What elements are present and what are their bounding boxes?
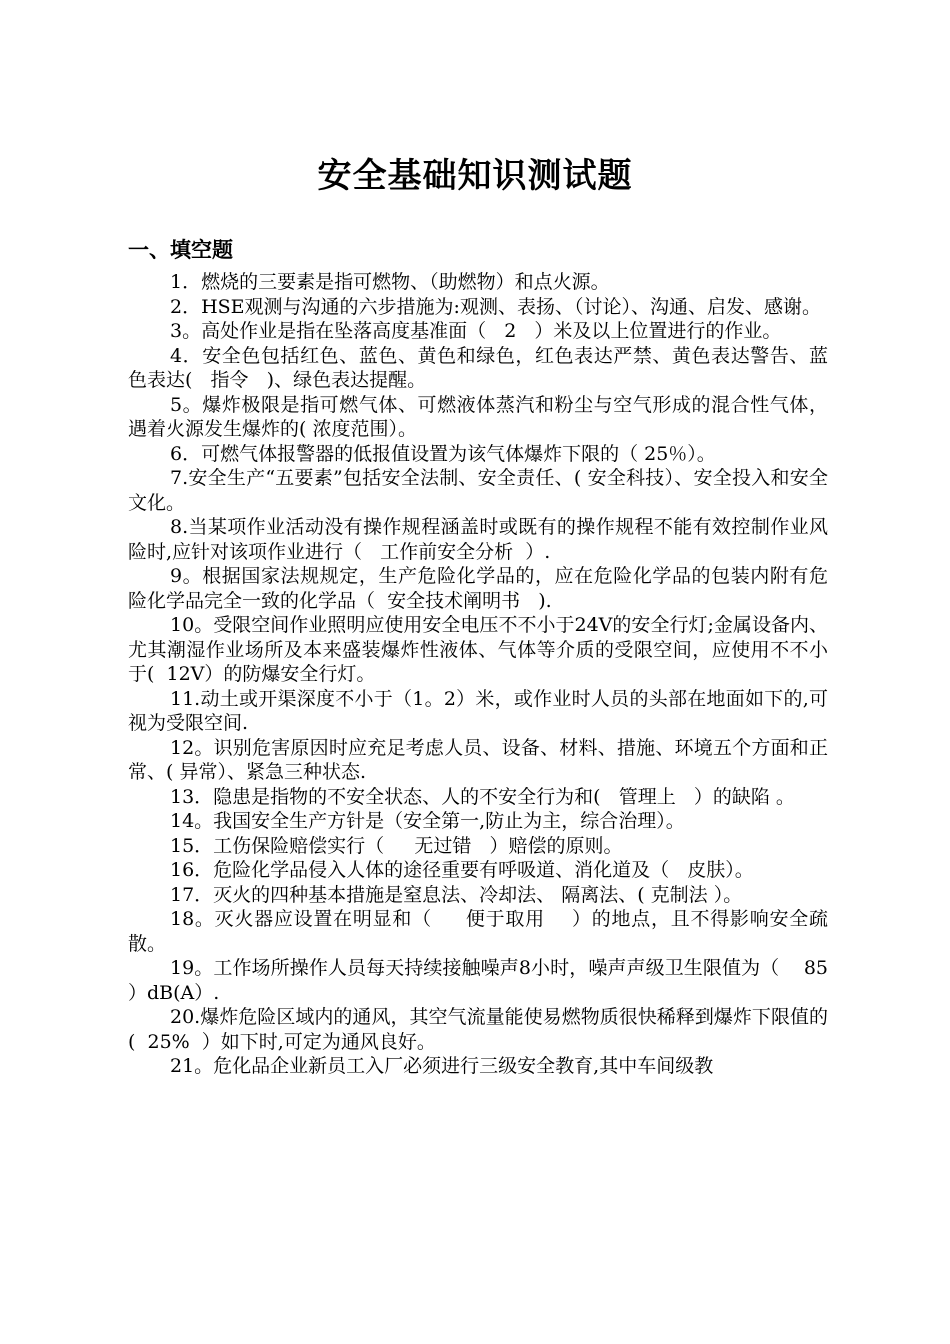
question-item: 16．危险化学品侵入人体的途径重要有呼吸道、消化道及（ 皮肤）。 xyxy=(170,859,754,881)
question-item: 18。灭火器应设置在明显和（ 便于取用 ）的地点，且不得影响安全疏散。 xyxy=(128,908,828,955)
question-item: 2．HSE观测与沟通的六步措施为:观测、表扬、（讨论）、沟通、启发、感谢。 xyxy=(170,295,821,318)
section-heading: 一、填空题 xyxy=(128,238,233,262)
question-item: 15．工伤保险赔偿实行（ 无过错 ）赔偿的原则。 xyxy=(170,834,623,857)
question-list xyxy=(128,270,853,1079)
question-item: 3。高处作业是指在坠落高度基准面（ 2 ）米及以上位置进行的作业。 xyxy=(170,320,782,342)
question-item: 14。我国安全生产方针是（安全第一,防止为主，综合治理）。 xyxy=(170,810,685,832)
question-item: 6．可燃气体报警器的低报值设置为该气体爆炸下限的（ 25％）。 xyxy=(170,442,716,465)
question-item: 1．燃烧的三要素是指可燃物、（助燃物）和点火源。 xyxy=(170,271,610,293)
page-title: 安全基础知识测试题 xyxy=(317,156,633,196)
question-item: 13．隐患是指物的不安全状态、人的不安全行为和( 管理上 ）的缺陷 。 xyxy=(170,785,795,808)
question-item: 4．安全色包括红色、蓝色、黄色和绿色，红色表达严禁、黄色表达警告、蓝色表达( 指令 )、绿色表达提醒。 xyxy=(128,344,828,391)
question-item: 8.当某项作业活动没有操作规程涵盖时或既有的操作规程不能有效控制作业风险时,应针对该项作业进行（ 工作前安全分析 ）. xyxy=(128,516,828,563)
question-item: 12。识别危害原因时应充足考虑人员、设备、材料、措施、环境五个方面和正常、( 异常）、紧急三种状态. xyxy=(128,736,828,783)
question-item: 7.安全生产“五要素”包括安全法制、安全责任、( 安全科技）、安全投入和安全文化。 xyxy=(128,467,828,514)
question-item: 17．灭火的四种基本措施是窒息法、冷却法、 隔离法、( 克制法 ）。 xyxy=(170,883,743,906)
question-item: 20.爆炸危险区域内的通风，其空气流量能使易燃物质很快稀释到爆炸下限值的( 25% ）如下时,可定为通风良好。 xyxy=(128,1006,828,1053)
question-item: 9。根据国家法规规定，生产危险化学品的，应在危险化学品的包装内附有危险化学品完全一致的化学品（ 安全技术阐明书 ). xyxy=(128,565,828,612)
question-item: 19。工作场所操作人员每天持续接触噪声8小时，噪声声级卫生限值为（ 85 ）dB(A）. xyxy=(128,957,853,1004)
question-item: 21。危化品企业新员工入厂必须进行三级安全教育,其中车间级教 xyxy=(170,1055,714,1077)
question-item: 5。爆炸极限是指可燃气体、可燃液体蒸汽和粉尘与空气形成的混合性气体，遇着火源发生爆炸的( 浓度范围）。 xyxy=(128,393,828,440)
question-item: 10。受限空间作业照明应使用安全电压不不小于24V的安全行灯;金属设备内、尤其潮湿作业场所及本来盛装爆炸性液体、气体等介质的受限空间，应使用不不小于( 12V）的防爆安全行灯。 xyxy=(128,614,828,685)
question-item: 11.动土或开渠深度不小于（1。2）米，或作业时人员的头部在地面如下的,可视为受限空间. xyxy=(128,687,828,734)
